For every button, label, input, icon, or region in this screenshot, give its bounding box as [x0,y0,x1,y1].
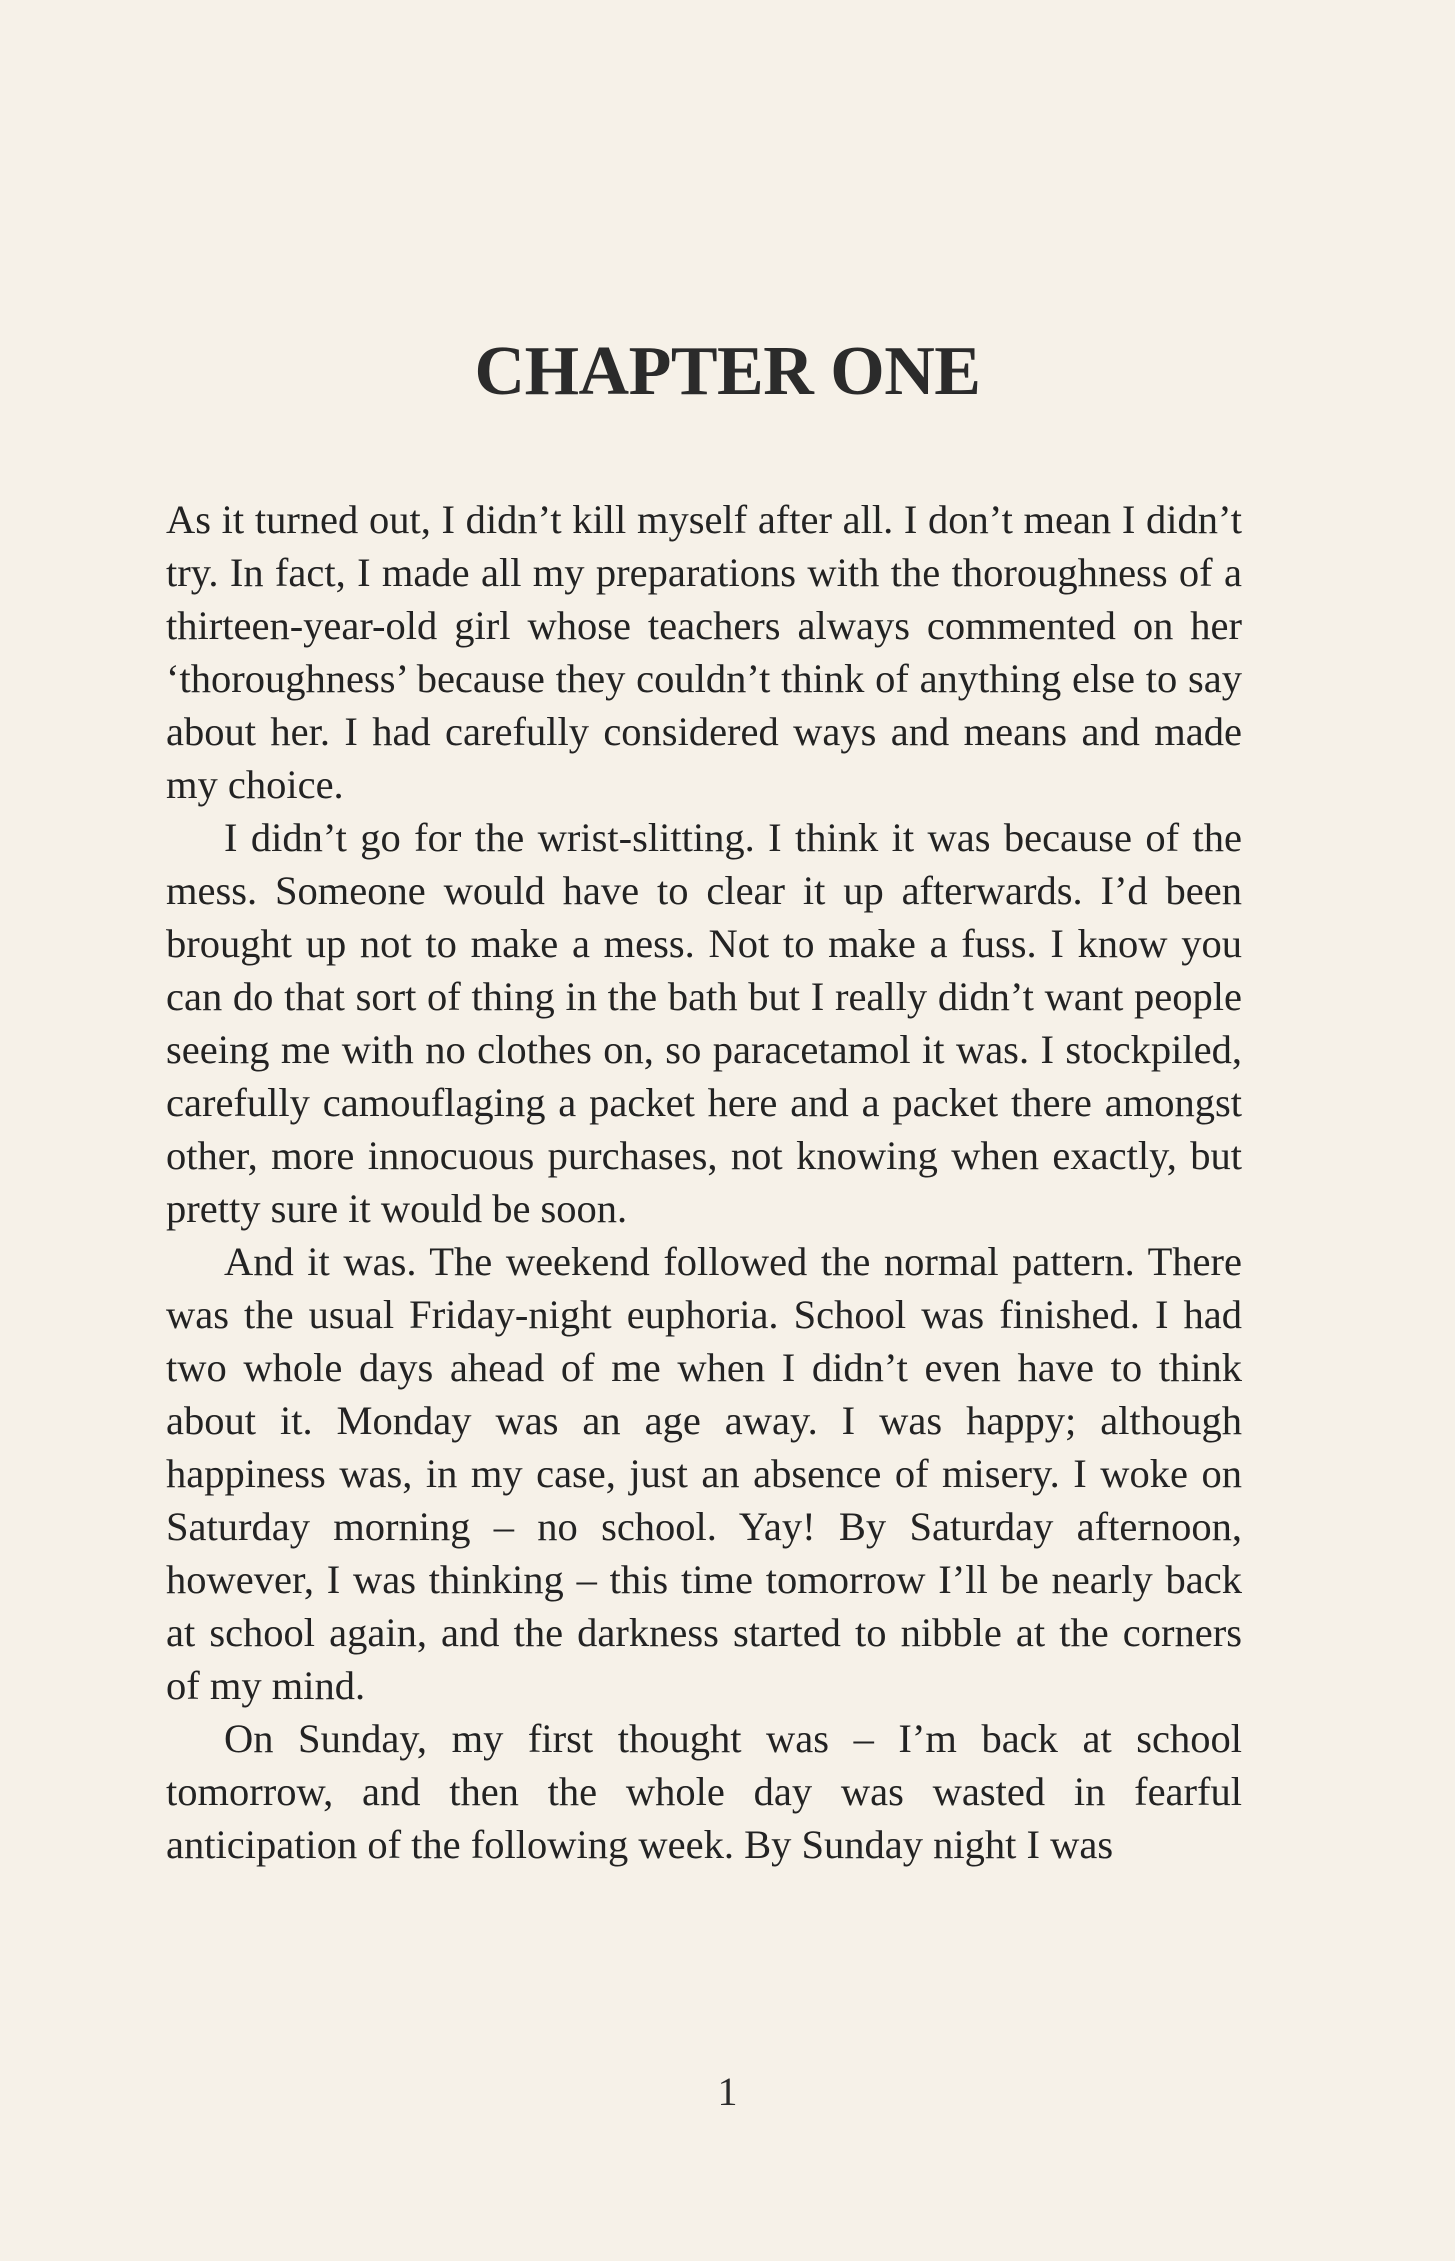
paragraph: And it was. The weekend followed the normal pattern. There was the usual Friday-night euphoria. School was finished. I had two whole days ahead of me when I didn’t even have to think about it. Monday was an age away. I was happy; although happiness was, in my case, just an absence of misery. I woke on Saturday morning – no school. Yay! By Saturday afternoon, however, I was thinking – this time tomorrow I’ll be nearly back at school again, and the darkness started to nibble at the corners of my mind. [166,1239,1242,1708]
page-number: 1 [717,2069,738,2114]
paragraph: I didn’t go for the wrist-slitting. I think it was because of the mess. Someone would have to clear it up afterwards. I’d been brought up not to make a mess. Not to make a fuss. I know you can do that sort of thing in the bath but I really didn’t want people seeing me with no clothes on, so paracetamol it was. I stockpiled, carefully camouflaging a packet here and a packet there amongst other, more innocuous purchases, not knowing when exactly, but pretty sure it would be soon. [166,815,1242,1231]
paragraph: On Sunday, my first thought was – I’m back at school tomorrow, and then the whole day was wasted in fearful anticipation of the following week. By Sunday night I was [166,1716,1242,1867]
paragraph: As it turned out, I didn’t kill myself after all. I don’t mean I didn’t try. In fact, I made all my preparations with the thoroughness of a thirteen-year-old girl whose teachers always commented on her ‘thoroughness’ because they couldn’t think of anything else to say about her. I had carefully considered ways and means and made my choice. [166,497,1242,807]
chapter-body [166,493,1242,1871]
chapter-title: CHAPTER ONE [474,333,981,410]
